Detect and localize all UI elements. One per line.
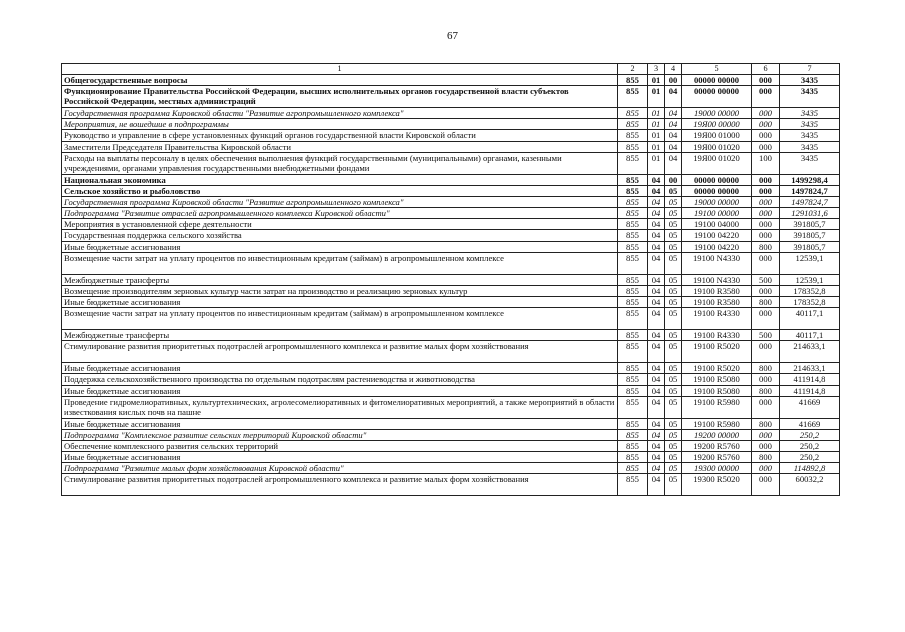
amount-cell: 391805,7 bbox=[780, 230, 840, 241]
section-code-cell: 04 bbox=[648, 452, 665, 463]
target-article-cell: 19Я00 00000 bbox=[682, 119, 752, 130]
target-article-cell: 19100 R3580 bbox=[682, 285, 752, 296]
amount-cell: 60032,2 bbox=[780, 474, 840, 496]
section-code-cell: 04 bbox=[648, 363, 665, 374]
department-code-cell: 855 bbox=[618, 440, 648, 451]
amount-cell: 12539,1 bbox=[780, 252, 840, 274]
expense-type-cell: 000 bbox=[752, 174, 780, 185]
row-name-cell: Поддержка сельскохозяйственного производства по отдельным подотраслям растениеводства и животноводства bbox=[62, 374, 618, 385]
section-code-cell: 04 bbox=[648, 463, 665, 474]
subsection-code-cell: 00 bbox=[665, 174, 682, 185]
table-row bbox=[62, 174, 840, 185]
table-row bbox=[62, 418, 840, 429]
target-article-cell: 19100 04000 bbox=[682, 219, 752, 230]
amount-cell: 250,2 bbox=[780, 440, 840, 451]
target-article-cell: 19100 N4330 bbox=[682, 252, 752, 274]
column-header: 4 bbox=[665, 64, 682, 75]
section-code-cell: 04 bbox=[648, 219, 665, 230]
expense-type-cell: 000 bbox=[752, 308, 780, 330]
expense-type-cell: 500 bbox=[752, 274, 780, 285]
table-row bbox=[62, 119, 840, 130]
row-name-cell: Проведение гидромелиоративных, культуртехнических, агролесомелиоративных и фитомелиоративных мероприятий, а также мероприятий в области известкования кислых почв на пашне bbox=[62, 396, 618, 418]
section-code-cell: 04 bbox=[648, 396, 665, 418]
amount-cell: 40117,1 bbox=[780, 330, 840, 341]
amount-cell: 250,2 bbox=[780, 429, 840, 440]
column-header: 3 bbox=[648, 64, 665, 75]
section-code-cell: 01 bbox=[648, 141, 665, 152]
expense-type-cell: 800 bbox=[752, 385, 780, 396]
row-name-cell: Иные бюджетные ассигнования bbox=[62, 452, 618, 463]
expense-type-cell: 000 bbox=[752, 141, 780, 152]
expense-type-cell: 800 bbox=[752, 363, 780, 374]
amount-cell: 1499298,4 bbox=[780, 174, 840, 185]
section-code-cell: 04 bbox=[648, 296, 665, 307]
section-code-cell: 01 bbox=[648, 86, 665, 108]
table-row bbox=[62, 241, 840, 252]
target-article-cell: 19Я00 01000 bbox=[682, 130, 752, 141]
target-article-cell: 19100 R3580 bbox=[682, 296, 752, 307]
row-name-cell: Межбюджетные трансферты bbox=[62, 330, 618, 341]
department-code-cell: 855 bbox=[618, 130, 648, 141]
subsection-code-cell: 05 bbox=[665, 296, 682, 307]
expense-type-cell: 800 bbox=[752, 452, 780, 463]
expense-type-cell: 000 bbox=[752, 374, 780, 385]
expense-type-cell: 000 bbox=[752, 185, 780, 196]
expense-type-cell: 000 bbox=[752, 341, 780, 363]
amount-cell: 214633,1 bbox=[780, 341, 840, 363]
row-name-cell: Иные бюджетные ассигнования bbox=[62, 385, 618, 396]
expense-type-cell: 500 bbox=[752, 330, 780, 341]
expense-type-cell: 000 bbox=[752, 86, 780, 108]
subsection-code-cell: 05 bbox=[665, 285, 682, 296]
department-code-cell: 855 bbox=[618, 363, 648, 374]
section-code-cell: 04 bbox=[648, 429, 665, 440]
amount-cell: 3435 bbox=[780, 152, 840, 174]
table-row bbox=[62, 141, 840, 152]
target-article-cell: 19000 00000 bbox=[682, 108, 752, 119]
department-code-cell: 855 bbox=[618, 429, 648, 440]
column-header: 7 bbox=[780, 64, 840, 75]
department-code-cell: 855 bbox=[618, 452, 648, 463]
department-code-cell: 855 bbox=[618, 141, 648, 152]
column-header: 6 bbox=[752, 64, 780, 75]
subsection-code-cell: 05 bbox=[665, 440, 682, 451]
department-code-cell: 855 bbox=[618, 285, 648, 296]
table-row bbox=[62, 452, 840, 463]
row-name-cell: Обеспечение комплексного развития сельских территорий bbox=[62, 440, 618, 451]
row-name-cell: Межбюджетные трансферты bbox=[62, 274, 618, 285]
row-name-cell: Мероприятия, не вошедшие в подпрограммы bbox=[62, 119, 618, 130]
table-row bbox=[62, 308, 840, 330]
subsection-code-cell: 05 bbox=[665, 274, 682, 285]
department-code-cell: 855 bbox=[618, 418, 648, 429]
table-row bbox=[62, 230, 840, 241]
expense-type-cell: 100 bbox=[752, 152, 780, 174]
table-row bbox=[62, 463, 840, 474]
row-name-cell: Государственная программа Кировской области "Развитие агропромышленного комплекса" bbox=[62, 196, 618, 207]
table-row bbox=[62, 185, 840, 196]
target-article-cell: 00000 00000 bbox=[682, 185, 752, 196]
table-row bbox=[62, 341, 840, 363]
department-code-cell: 855 bbox=[618, 274, 648, 285]
table-row bbox=[62, 396, 840, 418]
department-code-cell: 855 bbox=[618, 108, 648, 119]
row-name-cell: Расходы на выплаты персоналу в целях обеспечения выполнения функций государственными (муниципальными) органами, казенными учреждениями, органами управления государственными внебюджетными фондами bbox=[62, 152, 618, 174]
amount-cell: 411914,8 bbox=[780, 374, 840, 385]
subsection-code-cell: 04 bbox=[665, 86, 682, 108]
section-code-cell: 04 bbox=[648, 330, 665, 341]
table-row bbox=[62, 108, 840, 119]
row-name-cell: Подпрограмма "Комплексное развитие сельских территорий Кировской области" bbox=[62, 429, 618, 440]
expense-type-cell: 000 bbox=[752, 285, 780, 296]
expense-type-cell: 000 bbox=[752, 440, 780, 451]
table-row bbox=[62, 75, 840, 86]
row-name-cell: Заместители Председателя Правительства Кировской области bbox=[62, 141, 618, 152]
target-article-cell: 19100 R5080 bbox=[682, 385, 752, 396]
expense-type-cell: 000 bbox=[752, 119, 780, 130]
amount-cell: 178352,8 bbox=[780, 296, 840, 307]
amount-cell: 3435 bbox=[780, 141, 840, 152]
expense-type-cell: 000 bbox=[752, 396, 780, 418]
row-name-cell: Общегосударственные вопросы bbox=[62, 75, 618, 86]
expense-type-cell: 000 bbox=[752, 208, 780, 219]
row-name-cell: Возмещение части затрат на уплату процентов по инвестиционным кредитам (займам) в агропромышленном комплексе bbox=[62, 308, 618, 330]
section-code-cell: 04 bbox=[648, 285, 665, 296]
department-code-cell: 855 bbox=[618, 474, 648, 496]
column-header: 1 bbox=[62, 64, 618, 75]
section-code-cell: 04 bbox=[648, 308, 665, 330]
subsection-code-cell: 05 bbox=[665, 241, 682, 252]
section-code-cell: 04 bbox=[648, 174, 665, 185]
subsection-code-cell: 04 bbox=[665, 108, 682, 119]
row-name-cell: Сельское хозяйство и рыболовство bbox=[62, 185, 618, 196]
table-row bbox=[62, 219, 840, 230]
header-row bbox=[62, 64, 840, 75]
target-article-cell: 19100 R4330 bbox=[682, 308, 752, 330]
subsection-code-cell: 00 bbox=[665, 75, 682, 86]
amount-cell: 250,2 bbox=[780, 452, 840, 463]
column-header: 5 bbox=[682, 64, 752, 75]
subsection-code-cell: 05 bbox=[665, 330, 682, 341]
section-code-cell: 04 bbox=[648, 208, 665, 219]
amount-cell: 391805,7 bbox=[780, 241, 840, 252]
subsection-code-cell: 05 bbox=[665, 185, 682, 196]
amount-cell: 1291031,6 bbox=[780, 208, 840, 219]
expense-type-cell: 000 bbox=[752, 230, 780, 241]
table-row bbox=[62, 86, 840, 108]
expense-type-cell: 000 bbox=[752, 196, 780, 207]
subsection-code-cell: 05 bbox=[665, 474, 682, 496]
amount-cell: 3435 bbox=[780, 130, 840, 141]
subsection-code-cell: 04 bbox=[665, 141, 682, 152]
target-article-cell: 19100 N4330 bbox=[682, 274, 752, 285]
section-code-cell: 01 bbox=[648, 119, 665, 130]
table-row bbox=[62, 429, 840, 440]
department-code-cell: 855 bbox=[618, 296, 648, 307]
department-code-cell: 855 bbox=[618, 241, 648, 252]
section-code-cell: 04 bbox=[648, 374, 665, 385]
section-code-cell: 04 bbox=[648, 241, 665, 252]
table-row bbox=[62, 285, 840, 296]
amount-cell: 411914,8 bbox=[780, 385, 840, 396]
expense-type-cell: 000 bbox=[752, 252, 780, 274]
section-code-cell: 04 bbox=[648, 196, 665, 207]
target-article-cell: 19200 R5760 bbox=[682, 452, 752, 463]
subsection-code-cell: 05 bbox=[665, 463, 682, 474]
section-code-cell: 04 bbox=[648, 341, 665, 363]
budget-table bbox=[61, 63, 840, 496]
section-code-cell: 01 bbox=[648, 152, 665, 174]
department-code-cell: 855 bbox=[618, 308, 648, 330]
target-article-cell: 19100 00000 bbox=[682, 208, 752, 219]
subsection-code-cell: 05 bbox=[665, 418, 682, 429]
department-code-cell: 855 bbox=[618, 75, 648, 86]
section-code-cell: 04 bbox=[648, 185, 665, 196]
expense-type-cell: 000 bbox=[752, 219, 780, 230]
row-name-cell: Мероприятия в установленной сфере деятельности bbox=[62, 219, 618, 230]
row-name-cell: Государственная программа Кировской области "Развитие агропромышленного комплекса" bbox=[62, 108, 618, 119]
target-article-cell: 19100 R5020 bbox=[682, 341, 752, 363]
expense-type-cell: 800 bbox=[752, 296, 780, 307]
subsection-code-cell: 05 bbox=[665, 252, 682, 274]
section-code-cell: 04 bbox=[648, 440, 665, 451]
row-name-cell: Подпрограмма "Развитие отраслей агропромышленного комплекса Кировской области" bbox=[62, 208, 618, 219]
row-name-cell: Иные бюджетные ассигнования bbox=[62, 363, 618, 374]
department-code-cell: 855 bbox=[618, 86, 648, 108]
amount-cell: 391805,7 bbox=[780, 219, 840, 230]
section-code-cell: 04 bbox=[648, 274, 665, 285]
amount-cell: 3435 bbox=[780, 119, 840, 130]
subsection-code-cell: 04 bbox=[665, 119, 682, 130]
section-code-cell: 01 bbox=[648, 108, 665, 119]
department-code-cell: 855 bbox=[618, 385, 648, 396]
amount-cell: 1497824,7 bbox=[780, 196, 840, 207]
section-code-cell: 04 bbox=[648, 252, 665, 274]
table-row bbox=[62, 440, 840, 451]
department-code-cell: 855 bbox=[618, 252, 648, 274]
table-body bbox=[62, 75, 840, 496]
table-row bbox=[62, 274, 840, 285]
target-article-cell: 19200 R5760 bbox=[682, 440, 752, 451]
amount-cell: 214633,1 bbox=[780, 363, 840, 374]
amount-cell: 41669 bbox=[780, 418, 840, 429]
table-row bbox=[62, 152, 840, 174]
subsection-code-cell: 04 bbox=[665, 130, 682, 141]
row-name-cell: Функционирование Правительства Российской Федерации, высших исполнительных органов государственной власти субъектов Российской Федерации, местных администраций bbox=[62, 86, 618, 108]
department-code-cell: 855 bbox=[618, 230, 648, 241]
table-row bbox=[62, 330, 840, 341]
row-name-cell: Руководство и управление в сфере установленных функций органов государственной власти Кировской области bbox=[62, 130, 618, 141]
table-row bbox=[62, 196, 840, 207]
subsection-code-cell: 05 bbox=[665, 429, 682, 440]
target-article-cell: 19200 00000 bbox=[682, 429, 752, 440]
row-name-cell: Стимулирование развития приоритетных подотраслей агропромышленного комплекса и развитие малых форм хозяйствования bbox=[62, 474, 618, 496]
department-code-cell: 855 bbox=[618, 396, 648, 418]
target-article-cell: 19100 04220 bbox=[682, 241, 752, 252]
amount-cell: 41669 bbox=[780, 396, 840, 418]
section-code-cell: 04 bbox=[648, 418, 665, 429]
target-article-cell: 19300 00000 bbox=[682, 463, 752, 474]
expense-type-cell: 000 bbox=[752, 429, 780, 440]
expense-type-cell: 800 bbox=[752, 418, 780, 429]
section-code-cell: 01 bbox=[648, 75, 665, 86]
row-name-cell: Возмещение части затрат на уплату процентов по инвестиционным кредитам (займам) в агропромышленном комплексе bbox=[62, 252, 618, 274]
row-name-cell: Национальная экономика bbox=[62, 174, 618, 185]
column-header: 2 bbox=[618, 64, 648, 75]
subsection-code-cell: 05 bbox=[665, 385, 682, 396]
department-code-cell: 855 bbox=[618, 463, 648, 474]
department-code-cell: 855 bbox=[618, 152, 648, 174]
subsection-code-cell: 05 bbox=[665, 196, 682, 207]
department-code-cell: 855 bbox=[618, 341, 648, 363]
table-row bbox=[62, 363, 840, 374]
subsection-code-cell: 05 bbox=[665, 341, 682, 363]
target-article-cell: 19100 R4330 bbox=[682, 330, 752, 341]
row-name-cell: Возмещение производителям зерновых культур части затрат на производство и реализацию зерновых культур bbox=[62, 285, 618, 296]
subsection-code-cell: 05 bbox=[665, 452, 682, 463]
subsection-code-cell: 05 bbox=[665, 363, 682, 374]
amount-cell: 114892,8 bbox=[780, 463, 840, 474]
subsection-code-cell: 05 bbox=[665, 230, 682, 241]
target-article-cell: 00000 00000 bbox=[682, 75, 752, 86]
row-name-cell: Подпрограмма "Развитие малых форм хозяйствования Кировской области" bbox=[62, 463, 618, 474]
department-code-cell: 855 bbox=[618, 185, 648, 196]
amount-cell: 3435 bbox=[780, 86, 840, 108]
target-article-cell: 19100 R5080 bbox=[682, 374, 752, 385]
subsection-code-cell: 05 bbox=[665, 219, 682, 230]
target-article-cell: 19Я00 01020 bbox=[682, 152, 752, 174]
target-article-cell: 19100 R5020 bbox=[682, 363, 752, 374]
expense-type-cell: 000 bbox=[752, 108, 780, 119]
target-article-cell: 19300 R5020 bbox=[682, 474, 752, 496]
row-name-cell: Стимулирование развития приоритетных подотраслей агропромышленного комплекса и развитие малых форм хозяйствования bbox=[62, 341, 618, 363]
amount-cell: 1497824,7 bbox=[780, 185, 840, 196]
target-article-cell: 19100 R5980 bbox=[682, 396, 752, 418]
table-row bbox=[62, 208, 840, 219]
department-code-cell: 855 bbox=[618, 196, 648, 207]
subsection-code-cell: 05 bbox=[665, 308, 682, 330]
target-article-cell: 00000 00000 bbox=[682, 86, 752, 108]
amount-cell: 40117,1 bbox=[780, 308, 840, 330]
department-code-cell: 855 bbox=[618, 330, 648, 341]
expense-type-cell: 800 bbox=[752, 241, 780, 252]
table-row bbox=[62, 252, 840, 274]
row-name-cell: Государственная поддержка сельского хозяйства bbox=[62, 230, 618, 241]
table-row bbox=[62, 296, 840, 307]
subsection-code-cell: 05 bbox=[665, 208, 682, 219]
amount-cell: 3435 bbox=[780, 108, 840, 119]
row-name-cell: Иные бюджетные ассигнования bbox=[62, 241, 618, 252]
table-row bbox=[62, 385, 840, 396]
page-number: 67 bbox=[447, 30, 458, 42]
amount-cell: 12539,1 bbox=[780, 274, 840, 285]
subsection-code-cell: 05 bbox=[665, 396, 682, 418]
row-name-cell: Иные бюджетные ассигнования bbox=[62, 296, 618, 307]
table-row bbox=[62, 474, 840, 496]
section-code-cell: 01 bbox=[648, 130, 665, 141]
amount-cell: 178352,8 bbox=[780, 285, 840, 296]
department-code-cell: 855 bbox=[618, 208, 648, 219]
section-code-cell: 04 bbox=[648, 385, 665, 396]
target-article-cell: 00000 00000 bbox=[682, 174, 752, 185]
expense-type-cell: 000 bbox=[752, 130, 780, 141]
section-code-cell: 04 bbox=[648, 230, 665, 241]
target-article-cell: 19100 R5980 bbox=[682, 418, 752, 429]
department-code-cell: 855 bbox=[618, 119, 648, 130]
target-article-cell: 19000 00000 bbox=[682, 196, 752, 207]
expense-type-cell: 000 bbox=[752, 75, 780, 86]
department-code-cell: 855 bbox=[618, 219, 648, 230]
table-row bbox=[62, 374, 840, 385]
row-name-cell: Иные бюджетные ассигнования bbox=[62, 418, 618, 429]
amount-cell: 3435 bbox=[780, 75, 840, 86]
department-code-cell: 855 bbox=[618, 174, 648, 185]
expense-type-cell: 000 bbox=[752, 474, 780, 496]
target-article-cell: 19100 04220 bbox=[682, 230, 752, 241]
section-code-cell: 04 bbox=[648, 474, 665, 496]
target-article-cell: 19Я00 01020 bbox=[682, 141, 752, 152]
subsection-code-cell: 04 bbox=[665, 152, 682, 174]
expense-type-cell: 000 bbox=[752, 463, 780, 474]
department-code-cell: 855 bbox=[618, 374, 648, 385]
subsection-code-cell: 05 bbox=[665, 374, 682, 385]
table-row bbox=[62, 130, 840, 141]
